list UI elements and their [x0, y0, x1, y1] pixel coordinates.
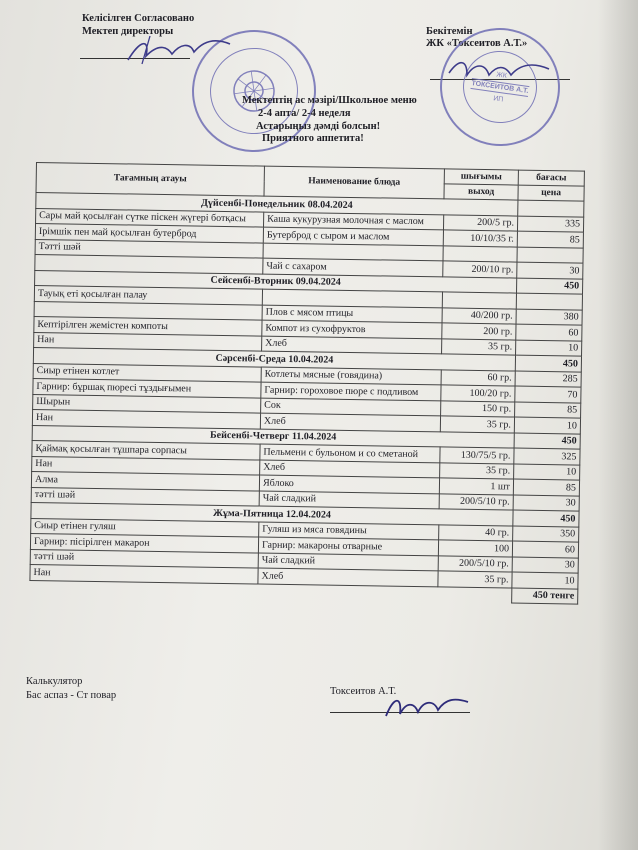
- approve-label: Бекітемін: [426, 26, 473, 37]
- calculator-label: Калькулятор: [26, 676, 83, 687]
- dish-price: 30: [517, 262, 583, 279]
- dish-name-ru: Чай сладкий: [259, 491, 439, 509]
- dish-name-kz: Алма: [31, 471, 259, 490]
- dish-price: 30: [513, 495, 579, 512]
- dish-name-ru: Хлеб: [258, 568, 438, 586]
- dish-name-ru: Плов с мясом птицы: [262, 305, 442, 323]
- day-title: Дүйсенбі-Понедельник 08.04.2024: [36, 193, 518, 216]
- dish-yield: 40 гр.: [439, 524, 513, 541]
- dish-yield: 60 гр.: [441, 369, 515, 386]
- dish-name-ru: Гарнир: макароны отварные: [258, 537, 438, 555]
- day-total: 450: [515, 355, 581, 372]
- dish-price: 10: [516, 340, 582, 357]
- header-yield-kz: шығымы: [444, 169, 518, 185]
- dish-yield: 130/75/5 гр.: [440, 447, 514, 464]
- dish-price: [516, 293, 582, 310]
- dish-price: 10: [514, 417, 580, 434]
- stamp-top-text: ЖК: [495, 70, 508, 80]
- dish-name-ru: Хлеб: [262, 336, 442, 354]
- agreed-label: Келісілген Согласовано: [82, 13, 195, 24]
- dish-yield: 40/200 гр.: [442, 307, 516, 324]
- dish-name-ru: Сок: [261, 398, 441, 416]
- dish-yield: 35 гр.: [442, 338, 516, 355]
- dish-name-ru: Гуляш из мяса говядины: [259, 522, 439, 540]
- dish-yield: 35 гр.: [440, 462, 514, 479]
- chef-name: Токсеитов А.Т.: [330, 686, 397, 697]
- dish-name-kz: Ірімшік пен май қосылған бутерброд: [35, 224, 263, 243]
- dish-name-kz: тәтті шәй: [30, 549, 258, 568]
- dish-name-kz: Нан: [32, 409, 260, 428]
- dish-price: 285: [515, 371, 581, 388]
- day-total: 450: [514, 433, 580, 450]
- menu-table: [29, 162, 585, 605]
- day-title: Сәрсенбі-Среда 10.04.2024: [33, 347, 515, 370]
- school-director-label: Мектеп директоры: [82, 26, 174, 37]
- day-title: Сейсенбі-Вторник 09.04.2024: [35, 270, 517, 293]
- dish-name-ru: Компот из сухофруктов: [262, 320, 442, 338]
- header-yield-ru: выход: [444, 184, 518, 200]
- dish-yield: 200/5/10 гр.: [439, 493, 513, 510]
- dish-yield: 10/10/35 г.: [443, 230, 517, 247]
- header-price-kz: бағасы: [518, 170, 584, 186]
- chef-label: Бас аспаз - Ст повар: [26, 690, 117, 701]
- dish-yield: [443, 245, 517, 262]
- stamp-name-text: ТОКСЕИТОВ А.Т.: [471, 79, 529, 95]
- approver-name: ЖК «Токсеитов А.Т.»: [426, 38, 528, 49]
- dish-price: 335: [517, 216, 583, 233]
- dish-name-kz: Гарнир: бұршақ пюресі тұздығымен: [33, 378, 261, 397]
- grand-total: 450 тенге: [512, 588, 578, 605]
- dish-name-kz: Нан: [30, 564, 258, 583]
- dish-name-kz: Гарнир: пісірілген макарон: [30, 533, 258, 552]
- dish-yield: 100/20 гр.: [441, 385, 515, 402]
- dish-price: 325: [514, 448, 580, 465]
- dish-name-kz: Тауық еті қосылған палау: [34, 285, 262, 304]
- dish-price: 85: [515, 402, 581, 419]
- dish-price: 85: [517, 231, 583, 248]
- dish-name-ru: Чай сладкий: [258, 553, 438, 571]
- dish-yield: 150 гр.: [441, 400, 515, 417]
- dish-name-kz: Сиыр етінен гуляш: [31, 518, 259, 537]
- dish-name-kz: Кептірілген жемістен компоты: [34, 316, 262, 335]
- chef-signature: [382, 692, 472, 722]
- header-name-ru: Наименование блюда: [264, 166, 444, 199]
- dish-name-ru: Гарнир: гороховое пюре с подливом: [261, 382, 441, 400]
- dish-price: 350: [513, 526, 579, 543]
- week-label: 2-4 апта/ 2-4 неделя: [258, 108, 351, 119]
- dish-price: 70: [515, 386, 581, 403]
- dish-yield: 100: [438, 540, 512, 557]
- dish-price: [517, 247, 583, 264]
- menu-title: Мектептің ас мәзірі/Школьное меню: [242, 95, 417, 106]
- day-total: [518, 200, 584, 217]
- menu-body: [30, 193, 584, 589]
- wish-russian: Приятного аппетита!: [262, 133, 364, 144]
- dish-price: 60: [516, 324, 582, 341]
- page-shadow: [598, 0, 638, 850]
- dish-name-kz: тәтті шәй: [31, 487, 259, 506]
- dish-name-kz: Сиыр етінен котлет: [33, 363, 261, 382]
- dish-name-kz: Нан: [32, 456, 260, 475]
- day-title: Жұма-Пятница 12.04.2024: [31, 502, 513, 525]
- approver-signature: [445, 55, 555, 85]
- dish-price: 10: [514, 464, 580, 481]
- dish-price: 30: [512, 557, 578, 574]
- dish-name-ru: Котлеты мясные (говядина): [261, 367, 441, 385]
- dish-name-ru: Чай с сахаром: [263, 258, 443, 276]
- dish-yield: 200/5/10 гр.: [438, 555, 512, 572]
- dish-name-kz: Қаймақ қосылған тұшпара сорпасы: [32, 440, 260, 459]
- director-signature: [120, 30, 240, 70]
- dish-yield: 35 гр.: [440, 416, 514, 433]
- dish-yield: 35 гр.: [438, 571, 512, 588]
- dish-yield: 1 шт: [439, 478, 513, 495]
- stamp-bottom-text: ИП: [492, 94, 504, 104]
- dish-name-ru: Яблоко: [259, 475, 439, 493]
- dish-yield: 200/5 гр.: [443, 214, 517, 231]
- day-total: 450: [513, 510, 579, 527]
- header-price-ru: цена: [518, 185, 584, 201]
- dish-name-kz: Сары май қосылған сүтке піскен жүгері ботқасы: [36, 208, 264, 227]
- day-total: 450: [517, 278, 583, 295]
- dish-yield: [442, 292, 516, 309]
- dish-name-ru: Хлеб: [260, 413, 440, 431]
- dish-yield: 200/10 гр.: [443, 261, 517, 278]
- dish-name-kz: Шырын: [33, 394, 261, 413]
- dish-name-kz: Тәтті шәй: [35, 239, 263, 258]
- dish-name-ru: Пельмени с бульоном и со сметаной: [260, 444, 440, 462]
- dish-name-kz: Нан: [34, 332, 262, 351]
- dish-name-ru: Хлеб: [260, 460, 440, 478]
- day-title: Бейсенбі-Четверг 11.04.2024: [32, 425, 514, 448]
- dish-price: 10: [512, 572, 578, 589]
- dish-name-ru: Бутерброд с сыром и маслом: [263, 227, 443, 245]
- dish-price: 60: [512, 541, 578, 558]
- dish-name-ru: Каша кукурузная молочная с маслом: [264, 212, 444, 230]
- dish-yield: 200 гр.: [442, 323, 516, 340]
- wish-kazakh: Астарыңыз дәмді болсын!: [256, 121, 381, 132]
- dish-price: 85: [513, 479, 579, 496]
- header-name-kz: Тағамның атауы: [36, 163, 264, 197]
- dish-price: 380: [516, 309, 582, 326]
